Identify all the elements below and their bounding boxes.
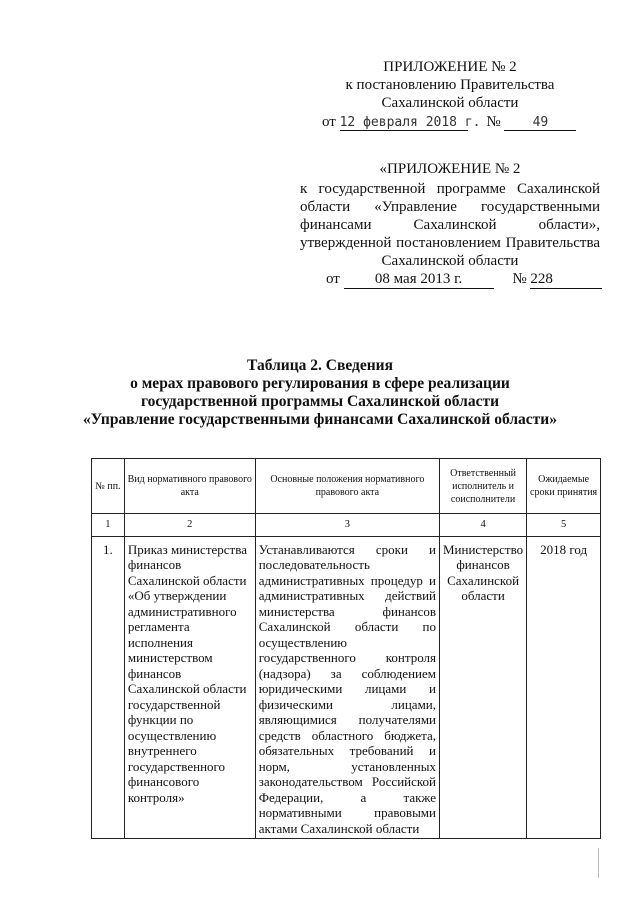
column-number: 4 — [440, 514, 527, 537]
column-number: 3 — [255, 514, 439, 537]
table-title-line: государственной программы Сахалинской области — [140, 393, 500, 410]
header-cell-executor: Ответственный исполнитель и соисполнители — [440, 459, 527, 514]
appendix-header — [300, 58, 600, 112]
header-cell-provisions: Основные положения нормативного правового акта — [255, 459, 439, 514]
table-title-line: «Управление государственными финансами Сахалинской области» — [83, 411, 557, 428]
measures-table — [91, 458, 601, 839]
number-label: № — [486, 114, 501, 130]
table-title — [0, 357, 640, 429]
program-header-title: «ПРИЛОЖЕНИЕ № 2 — [379, 161, 521, 177]
row-deadline: 2018 год — [527, 536, 601, 839]
column-number: 5 — [527, 514, 601, 537]
row-executor: Министерство финансов Сахалинской области — [440, 536, 527, 839]
page-edge-mark — [598, 848, 599, 878]
appendix-header-line: Сахалинской области — [381, 95, 519, 111]
program-date-row — [326, 271, 616, 289]
header-cell-number: № пп. — [92, 459, 125, 514]
table-row — [92, 536, 601, 839]
column-number-row — [92, 514, 601, 537]
appendix-header-line: к постановлению Правительства — [345, 77, 555, 93]
row-provisions: Устанавливаются сроки и последовательность административных процедур и административных действий министерства финансов Сахалинской области по осуществлению государственного контроля (надзора) за соблюдением юридическими лицами и физическими лицами, являющимися получателями средств областного бюджета, обязательных требований и норм, установленных законодательством Российской Федерации, а также нормативными правовыми актами Сахалинской области — [255, 536, 439, 839]
appendix-date-value: 12 февраля 2018 г. — [339, 115, 481, 130]
number-label: № — [512, 271, 527, 287]
appendix-header-line: ПРИЛОЖЕНИЕ № 2 — [383, 59, 517, 75]
table-title-line: о мерах правового регулирования в сфере реализации — [130, 375, 510, 392]
program-date-value: 08 мая 2013 г. — [344, 271, 494, 289]
column-number: 2 — [124, 514, 255, 537]
row-act-type: Приказ министерства финансов Сахалинской области «Об утверждении административного регламента исполнения министерством финансов Сахалинской области государственной функции по осуществлению внутреннего государственного финансового контроля» — [124, 536, 255, 839]
header-cell-deadline: Ожидаемые сроки принятия — [527, 459, 601, 514]
table-header-row — [92, 459, 601, 514]
table-title-line: Таблица 2. Сведения — [247, 357, 393, 374]
row-number: 1. — [92, 536, 125, 839]
column-number: 1 — [92, 514, 125, 537]
date-prefix: от — [326, 271, 340, 287]
appendix-number-value: 49 — [504, 115, 576, 131]
header-cell-act-type: Вид нормативного правового акта — [124, 459, 255, 514]
date-prefix: от — [322, 114, 336, 130]
program-number-value: 228 — [530, 271, 602, 289]
program-header — [300, 160, 600, 270]
program-header-body: к государственной программе Сахалинской области «Управление государственными финансами Сахалинской области», утвержденной постановлением Правительства Сахалинской области — [300, 181, 600, 269]
appendix-date-row — [322, 114, 612, 131]
